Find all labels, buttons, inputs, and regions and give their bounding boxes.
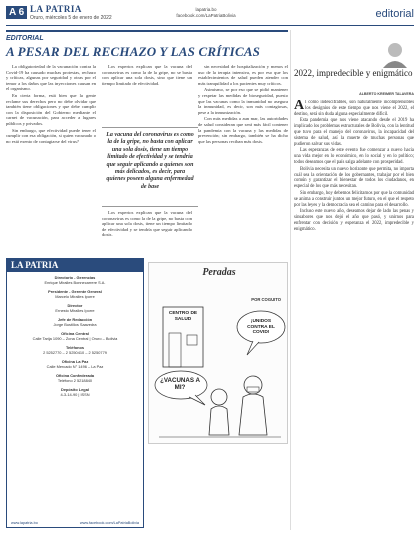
editorial-column-1: [6, 64, 96, 254]
column-title: 2022, impredecible y enigmático: [294, 68, 413, 78]
editorial-block: [6, 30, 288, 252]
paragraph: [294, 100, 414, 117]
paragraph: Las esperanzas de este evento fue comenzar a nuevo hacia una vida mejor en lo económico, en lo social y en lo político; todos deseamos que el país salga adelante con prosperidad.: [294, 148, 414, 165]
staff-box: [6, 258, 144, 528]
paragraph: Asimismo, se por eso que se pidió mantener y respetar las medidas de bioseguridad, puesto que las vacunas como la inmunidad no asegura la inmunidad, es decir, son más contagiosas, pese a la inmunización.: [198, 87, 288, 115]
paragraph: Los expertos explican que la vacuna del coronavirus es como la de la gripe, no basta con aplicar una sola dosis, tiene un tiempo limitado de efectividad y se tendría que seguir aplicando dosis.: [102, 210, 192, 238]
staff-value: Calle Mercado N° 1496 – La Paz: [46, 364, 104, 369]
website-link[interactable]: www.lapatria.bo: [11, 521, 38, 525]
staff-value: Ernesto Miralles Iporre: [55, 308, 95, 313]
speech-bubble-left: ¿VACUNAS A MI?: [160, 377, 200, 391]
cartoon: [148, 262, 288, 444]
site-link[interactable]: lapatria.bo: [195, 7, 217, 12]
cartoon-drawing-icon: [149, 263, 289, 445]
paragraph: Sin embargo, que efectividad puede tener el cumplir con esa obligación, si quien vacunado o no está exento de contagiarse del virus?: [6, 127, 96, 144]
speech-bubble-right: ¡UNIDOS CONTRA EL COVID!: [247, 319, 275, 336]
paragraph: La obligatoriedad de la vacunación contra la Covid-19 ha causado muchas protestas, rechazo y críticas, algunas por seguridad y otras por el temor a los daños que las inyecciones causan en el organismo.: [6, 64, 96, 92]
paragraph: Sin embargo, hoy debemos felicitarnos por que la comunidad se anima a construir juntos un mejor futuro, en el que el respeto por las leyes y la democracia sea el camino para el desarrollo.: [294, 190, 414, 208]
staff-list: [7, 272, 143, 400]
editorial-label: EDITORIAL: [6, 35, 44, 42]
editorial-column-2b: [102, 210, 192, 254]
paragraph: Con más medidas a aun mar, las autoridades de salud consideran que será más fácil contener la pandemia con la vacuna y las medidas de prevención; sin embargo, también se ha dicho que las personas reciban más dosis.: [198, 116, 288, 144]
editorial-column-3: [198, 64, 288, 254]
dropcap: A: [294, 100, 305, 113]
cartoon-brand: Peradas: [202, 267, 236, 278]
paragraph: Incluso este nuevo año, deseamos dejar de lado las penas y sinsabores que nos dejó el año que pasó, y unirnos para enfrentar con decisión y esperanza el 2022, impredecible y enigmático.: [294, 209, 414, 232]
page-number: A 6: [6, 6, 27, 19]
staff-value: 4-3-14-90 | ISSN: [60, 392, 90, 397]
author-portrait-icon: [380, 40, 410, 68]
staff-role: Teléfonos: [65, 345, 85, 350]
editorial-column-2: [102, 64, 192, 124]
staff-value: 2 5252770 – 2 5250410 – 2 5250779: [43, 350, 107, 355]
staff-title: LA PATRIA: [7, 259, 143, 272]
masthead: LA PATRIA: [30, 4, 82, 14]
column-body: [294, 100, 414, 530]
staff-role: Oficina Confederada: [55, 373, 95, 378]
staff-role: Directorio - Gerencias: [54, 275, 96, 280]
health-center-sign: CENTRO DE SALUD: [168, 311, 198, 322]
paragraph-text: l como indescifrables, son naturalmente incomprensibles los designios de este tiempo que nos viene el 2022, el destino, será sin duda alguna especialmente dificil.: [294, 100, 414, 117]
staff-footer: [7, 521, 143, 525]
section-name: editorial: [375, 8, 414, 20]
staff-value: Teléfono 2 5218840: [57, 378, 93, 383]
staff-role: Jefe de Redacción: [57, 317, 93, 322]
column-byline: ALBERTO KREIMER TALAVERA: [359, 92, 414, 96]
facebook-link[interactable]: facebook.com/LaPatriaBolivia: [176, 13, 236, 18]
staff-value: Enrique Miralles Bonnecarrere S.A.: [44, 280, 106, 285]
paragraph: En cierta forma, está bien que la gente reclame sus derechos pero no debe olvidar que también tiene obligaciones y que debe cumplir con la disposición del Gobierno mediante el carnet de vacunación, para acceder a lugares públicos y privados.: [6, 92, 96, 126]
staff-value: Calle Tarija 1090 – Zona Central | Oruro – Bolivia: [32, 336, 118, 341]
pull-quote: La vacuna del coronavirus es como la de la gripe, no basta con aplicar una sola dosis, tiene un tiempo limitado de efectividad y se tendría que seguir aplicando a quienes son más delicados, es decir, para quienes poseen alguna enfermedad de base: [102, 127, 198, 207]
column-divider: [290, 30, 291, 530]
cartoon-credit: POR COGUITO: [251, 297, 281, 302]
staff-value: Marcelo Miralles Iporre: [55, 294, 95, 299]
page-header: [6, 4, 414, 26]
staff-role: Oficina La Paz: [61, 359, 89, 364]
paragraph: Los expertos explican que la vacuna del coronavirus es como la de la gripe, no se basta con aplicar una sola dosis, sino que tiene un tiempo limitado de efectividad.: [102, 64, 192, 86]
paragraph: Esta pandemia que nos viene atacando desde el 2019 ha implicado los problemas estructurales de Bolivia, con la lentitud que tuvo para el manejo del coronavirus, la incapacidad del sistema de salud, así la muerte de muchas personas que pudieron salvar sus vidas.: [294, 118, 414, 147]
staff-role: Presidente - Gerente General: [48, 289, 102, 294]
paragraph: sin necesidad de hospitalización y menos el uso de la terapia intensiva, es por eso que los establecimientos de salud pueden atender con más tranquilidad a los pacientes muy críticos.: [198, 64, 288, 86]
staff-role: Director: [67, 303, 83, 308]
staff-role: Depósito Legal: [61, 387, 89, 392]
editorial-title: A PESAR DEL RECHAZO Y LAS CRÍTICAS: [6, 44, 261, 59]
issue-date: Oruro, miércoles 5 de enero de 2022: [30, 15, 112, 21]
site-links: [156, 7, 256, 19]
staff-role: Oficina Central: [61, 331, 89, 336]
staff-value: Jorge Bustillos Saavedra: [53, 322, 97, 327]
paragraph: Bolivia necesita un nuevo horizonte que permita, no importa cuál sea la orientación de los gobernantes, trabajar por el bien común y garantizar el bienestar de todos los ciudadanos, en especial de los que más necesitan.: [294, 166, 414, 190]
facebook-link[interactable]: www.facebook.com/LaPatriaBolivia: [79, 521, 139, 525]
